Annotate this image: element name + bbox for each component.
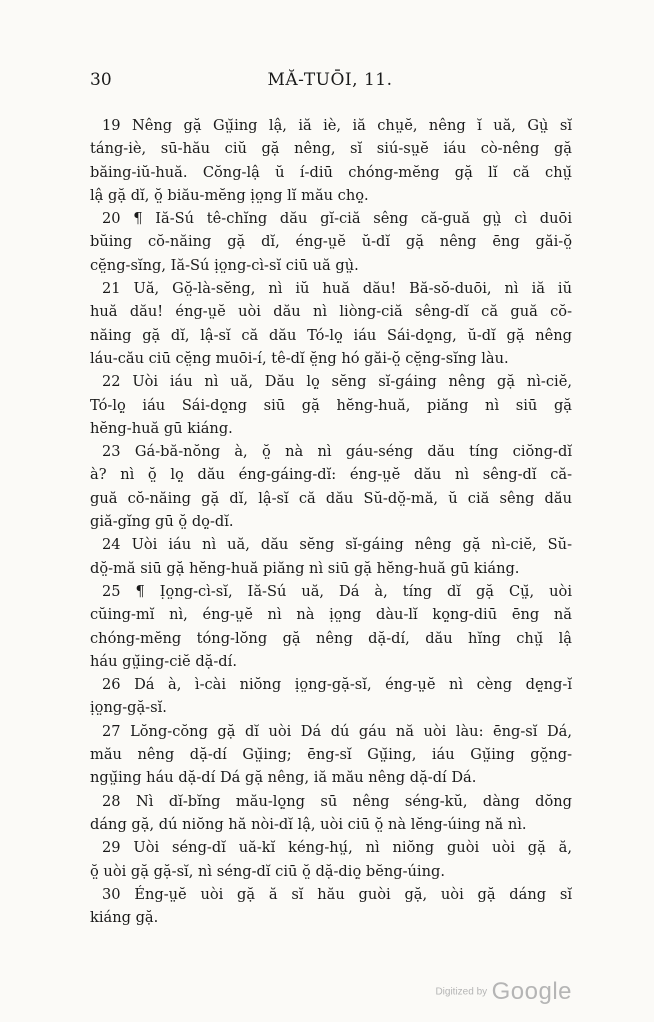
text-line: kiáng gặ. [90, 909, 159, 927]
text-line: giă-gĭng gū ŏ̤ dọ̤-dĭ. [90, 513, 234, 531]
text-line: 29 Uòi séng-dĭ uă-kĭ kéng-hṳ́, nì niŏng guòi uòi gặ ă, [102, 839, 572, 857]
chapter-text [90, 114, 572, 929]
text-line: 24 Uòi iáu nì uă, dău sĕng sĭ-gáing nêng gặ nì-ciĕ, Sŭ- [102, 536, 572, 554]
text-line: guă cŏ-năing gặ dĭ, lậ-sĭ că dău Sŭ-dŏ̤-mă, ŭ ciă sêng dău [90, 489, 572, 507]
text-line: huă dău! éng-ṳĕ uòi dău nì liòng-ciă sêng-dĭ că guă cŏ- [90, 303, 572, 321]
text-line: 22 Uòi iáu nì uă, Dău lọ̤ sĕng sĭ-gáing nêng gặ nì-ciĕ, [102, 373, 572, 391]
text-line: 23 Gá-bă-nŏng à, ŏ̤ nà nì gáu-séng dău tíng ciŏng-dĭ [102, 443, 572, 461]
text-line: 20 ¶ Iă-Sú tê-chĭng dău gĭ-ciă sêng că-guă gṳ̀ cì duōi [102, 210, 572, 228]
text-line: háu gṳ̆ing-ciĕ dặ-dí. [90, 652, 237, 670]
running-title: MĂ-TUŌI, 11. [267, 70, 393, 90]
text-line: 28 Nì dĭ-bĭng mău-lọ̤ng sū nêng séng-kŭ, dàng dŏng [102, 792, 572, 810]
text-line: ịo̤ng-gặ-sĭ. [90, 699, 167, 717]
google-logo: Google [491, 978, 572, 1005]
page-number: 30 [90, 70, 112, 90]
text-line: mău nêng dặ-dí Gṳ̆ing; ēng-sĭ Gṳ̆ing, iáu Gṳ̆ing gŏ̤ng- [90, 746, 572, 764]
text-line: 21 Uă, Gŏ̤-là-sĕng, nì iŭ huă dău! Bă-sŏ-duōi, nì iă iŭ [102, 280, 572, 298]
text-line: ngṳ̆ing háu dặ-dí Dá gặ nêng, iă mău nêng dặ-dí Dá. [90, 769, 477, 787]
text-line: cŭing-mĭ nì, éng-ṳĕ nì nà ịo̤ng dàu-lĭ kọ̤ng-diū ēng nă [90, 606, 572, 624]
text-line: lậ gặ dĭ, ŏ̤ biău-mĕng ịo̤ng lĭ mău chọ̤. [90, 186, 369, 204]
text-line: 27 Lŏng-cŏng gặ dĭ uòi Dá dú gáu nă uòi làu: ēng-sĭ Dá, [102, 722, 572, 740]
digitized-watermark [435, 978, 572, 1006]
text-line: táng-iè, sū-hău ciŭ gặ nêng, sĭ siú-sṳĕ iáu cò-nêng gặ [90, 140, 572, 158]
text-line: à? nì ŏ̤ lọ̤ dău éng-gáing-dĭ: éng-ṳĕ dău nì sêng-dĭ că- [90, 466, 572, 484]
text-line: 26 Dá à, ì-cài niŏng ịo̤ng-gặ-sĭ, éng-ṳĕ nì cèng dẹ̤ng-ĭ [102, 676, 572, 694]
text-line: láu-cău ciū cĕ̤ng muōi-í, tê-dĭ ĕ̤ng hó găi-ŏ̤ cĕ̤ng-sĭng làu. [90, 349, 509, 367]
text-line: năing gặ dĭ, lậ-sĭ că dău Tó-lọ̤ iáu Sái-dọ̤ng, ŭ-dĭ gặ nêng [90, 326, 572, 344]
digitized-by-label: Digitized by [435, 986, 488, 998]
text-line: cĕ̤ng-sĭng, Iă-Sú ịo̤ng-cì-sĭ ciū uă gṳ̀. [90, 256, 359, 274]
text-line: Tó-lọ̤ iáu Sái-dọ̤ng siū gặ hĕng-huă, piăng nì siū gặ [90, 396, 572, 414]
text-line: hĕng-huă gū kiáng. [90, 419, 233, 437]
text-line: ŏ̤ uòi gặ gặ-sĭ, nì séng-dĭ ciū ŏ̤ dặ-diọ̤ bĕng-úing. [90, 862, 445, 880]
text-line: dáng gặ, dú niŏng hă nòi-dĭ lậ, uòi ciū ŏ̤ nà lĕng-úing nă nì. [90, 815, 527, 833]
text-line: băing-iŭ-huă. Cŏng-lậ ŭ í-diū chóng-mĕng gặ lĭ că chṳ̆ [90, 163, 572, 181]
text-line: chóng-mĕng tóng-lŏng gặ nêng dặ-dí, dău hĭng chṳ̆ lậ [90, 629, 572, 647]
page-header [90, 70, 570, 94]
text-line: 19 Nêng gặ Gṳ̆ing lậ, iă iè, iă chṳĕ, nêng ĭ uă, Gṳ̀ sĭ [102, 117, 572, 134]
text-line: 30 Éng-ṳĕ uòi gặ ă sĭ hău guòi gặ, uòi gặ dáng sĭ [102, 885, 572, 903]
text-line: 25 ¶ Ịo̤ng-cì-sĭ, Iă-Sú uă, Dá à, tíng dĭ gặ Cṳ̆, uòi [102, 582, 572, 600]
text-line: bŭing cŏ-năing gặ dĭ, éng-ṳĕ ŭ-dĭ gặ nêng ēng găi-ŏ̤ [90, 233, 572, 251]
text-line: dŏ̤-mă siū gặ hĕng-huă piăng nì siū gặ hĕng-huă gū kiáng. [90, 559, 520, 577]
